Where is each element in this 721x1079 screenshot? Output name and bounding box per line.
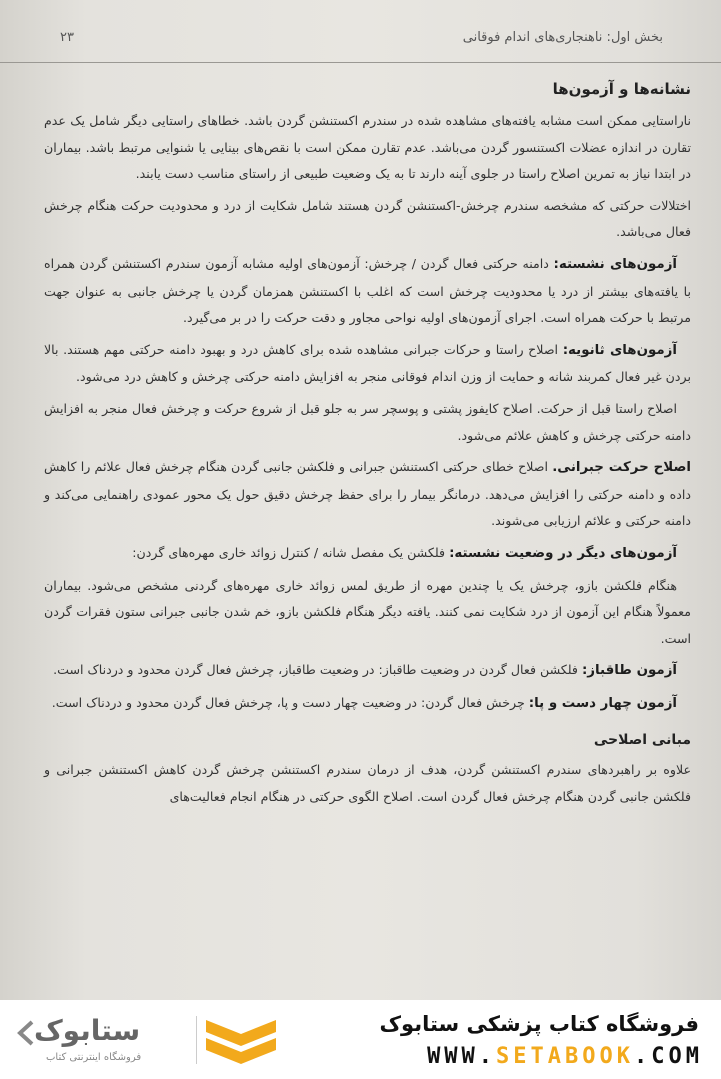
lead-supine: آزمون طاقباز: bbox=[581, 663, 677, 679]
paragraph-alignment-before-motion: اصلاح راستا قبل از حرکت. اصلاح کایفوز پشتی و پوسچر سر به جلو قبل از شروع حرکت و چرخش فعال منجر به افزایش دامنه حرکتی چرخش و کاهش علائم می‌شود. bbox=[44, 400, 691, 443]
lead-sitting-tests: آزمون‌های نشسته: bbox=[553, 256, 677, 272]
paragraph-secondary-tests: آزمون‌های ثانویه: اصلاح راستا و حرکات جبرانی مشاهده شده برای کاهش درد و بهبود دامنه حرکتی مهم هستند. بالا بردن غیر فعال کمربند شانه و حمایت از وزن اندام فوقانی منجر به افزایش دامنه حرکتی چرخش و کاهش درد می‌شود. bbox=[44, 341, 691, 385]
store-name: فروشگاه کتاب پزشکی ستابوک bbox=[379, 1012, 699, 1036]
logo-tagline: فروشگاه اینترنتی کتاب bbox=[46, 1052, 142, 1063]
paragraph-corrective: علاوه بر راهبردهای سندرم اکستنشن گردن، هدف از درمان سندرم اکستنشن چرخش گردن کاهش اکستنشن جبرانی و فلکشن جانبی گردن هنگام چرخش فعال گردن است. اصلاح الگوی حرکتی در هنگام انجام فعالیت‌های bbox=[44, 762, 691, 805]
paragraph-alignment: ناراستایی ممکن است مشابه یافته‌های مشاهده شده در سندرم اکستنشن گردن باشد. خطاهای راستایی دیگر شامل یک عدم تقارن در اندازه عضلات اکستنسور گردن می‌باشد. عدم تقارن ممکن است با نقص‌های بینایی یا شنوایی مرتبط باشد. بیماران در ابتدا نیاز به تمرین اصلاح راستا در جلوی آینه دارند تا به یک وضعیت طبیعی از راستای مناسب دست یابند. bbox=[44, 113, 691, 182]
store-banner[interactable] bbox=[0, 1000, 721, 1079]
chevron-logo-icon bbox=[206, 1020, 276, 1064]
section-title: بخش اول: ناهنجاری‌های اندام فوقانی bbox=[462, 30, 663, 45]
heading-corrective-basics: مبانی اصلاحی bbox=[593, 732, 691, 749]
paragraph-arm-flexion: هنگام فلکشن بازو، چرخش یک یا چندین مهره از طریق لمس زوائد خاری مهره‌های گردنی مشخص می‌شود. بیماران معمولاً هنگام این آزمون از درد شکایت نمی کنند. یافته دیگر هنگام فلکشن بازو، خم شدن جانبی جبرانی ستون فقرات گردن است. bbox=[44, 577, 691, 646]
page-number: ۲۳ bbox=[60, 30, 74, 45]
paragraph-sitting-tests: آزمون‌های نشسته: دامنه حرکتی فعال گردن / چرخش: آزمون‌های اولیه مشابه آزمون سندرم اکستنشن گردن همراه با یافته‌های بیشتر از درد یا محدودیت چرخش است که اغلب با اکستنشن همزمان گردن یا چرخش جانبی به عنوان جهت مرتبط با حرکت همراه است. اجرای آزمون‌های اولیه نواحی مجاور و دقت حرکت را در بر می‌گیرد. bbox=[44, 255, 691, 326]
header-rule bbox=[0, 62, 721, 63]
banner-divider bbox=[196, 1016, 197, 1064]
paragraph-supine: آزمون طاقباز: فلکشن فعال گردن در وضعیت طاقباز: در وضعیت طاقباز، چرخش فعال گردن محدود و دردناک است. bbox=[53, 662, 677, 679]
paragraph-compensatory: اصلاح حرکت جبرانی. اصلاح خطای حرکتی اکستنشن جبرانی و فلکشن جانبی گردن هنگام چرخش فعال علائم را کاهش داده و دامنه حرکتی را افزایش می‌دهد. درمانگر بیمار را برای حفظ چرخش دقیق حول یک محور عمودی راهنمایی می‌کند و دامنه حرکتی و علائم ارزیابی می‌شوند. bbox=[44, 459, 691, 529]
paragraph-other-sitting: آزمون‌های دیگر در وضعیت نشسته: فلکشن یک مفصل شانه / کنترل زوائد خاری مهره‌های گردن: bbox=[132, 544, 677, 561]
logo-wordmark: ستابوک bbox=[34, 1014, 141, 1047]
store-url[interactable]: WWW.SETABOOK.COM bbox=[427, 1044, 703, 1069]
lead-other-sitting: آزمون‌های دیگر در وضعیت نشسته: bbox=[449, 545, 677, 561]
running-header bbox=[60, 30, 663, 45]
heading-signs-tests: نشانه‌ها و آزمون‌ها bbox=[552, 80, 691, 98]
lead-quadruped: آزمون چهار دست و پا: bbox=[528, 695, 677, 711]
paragraph-motion-disorders: اختلالات حرکتی که مشخصه سندرم چرخش-اکستنشن گردن هستند شامل شکایت از درد و محدودیت حرکت هنگام چرخش فعال می‌باشد. bbox=[44, 197, 691, 240]
paragraph-quadruped: آزمون چهار دست و پا: چرخش فعال گردن: در وضعیت چهار دست و پا، چرخش فعال گردن محدود و دردناک است. bbox=[51, 694, 677, 711]
logo-arrow-icon bbox=[16, 1020, 36, 1046]
lead-secondary-tests: آزمون‌های ثانویه: bbox=[562, 342, 677, 358]
page-content bbox=[44, 74, 691, 816]
lead-compensatory: اصلاح حرکت جبرانی. bbox=[552, 460, 691, 476]
